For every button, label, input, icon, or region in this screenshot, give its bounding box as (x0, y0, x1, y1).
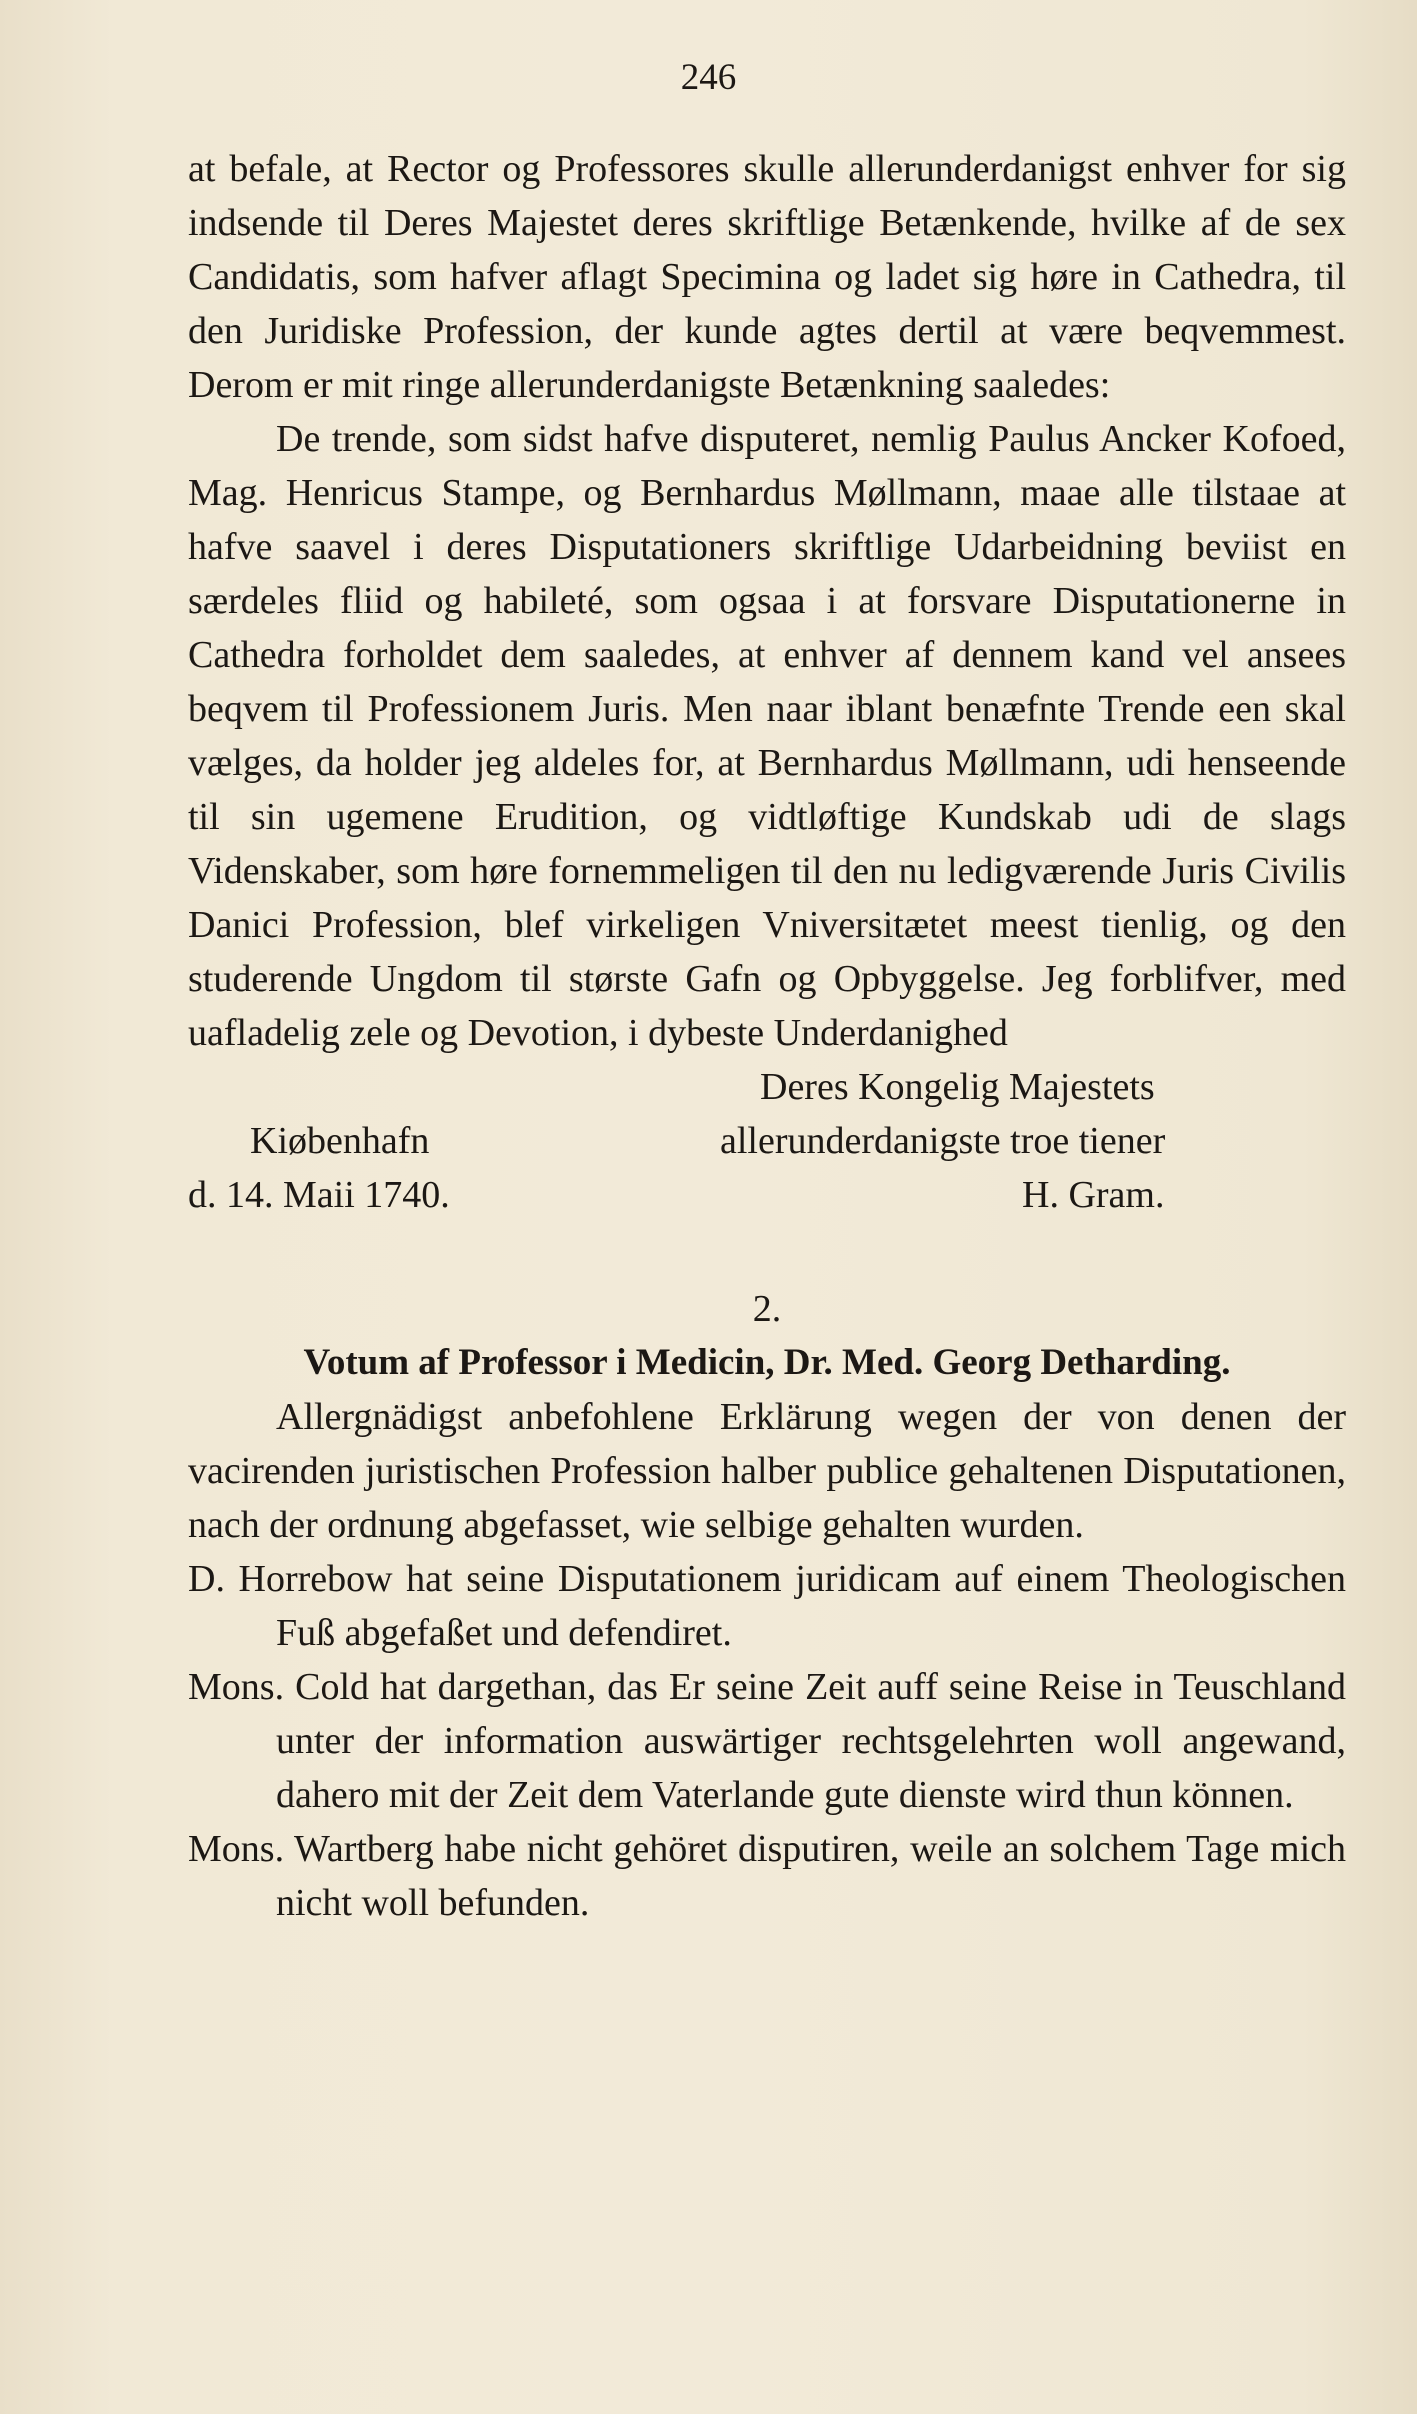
page-number: 246 (680, 57, 737, 98)
signature-row-2 (188, 1168, 1346, 1222)
signature-row-1 (188, 1114, 1346, 1168)
letter-salutation: Deres Kongelig Majestets (760, 1066, 1155, 1108)
letter-paragraph-1: at befale, at Rector og Professores skulle allerunderdanigst enhver for sig indsende til Deres Majestet deres skriftlige Betænkende, hvilke af de sex Candidatis, som hafver aflagt Specimina og ladet sig høre in Cathedra, til den Juridiske Profession, der kunde agtes dertil at være beqvemmest. Derom er mit ringe allerunderdanigste Betænkning saaledes: (188, 148, 1346, 406)
letter-paragraph-2: De trende, som sidst hafve disputeret, nemlig Paulus Ancker Kofoed, Mag. Henricus Stampe, og Bernhardus Møllmann, maae alle tilstaae at hafve saavel i deres Disputationers skriftlige Udarbeidning beviist en særdeles fliid og habileté, som ogsaa i at forsvare Disputationerne in Cathedra forholdet dem saaledes, at enhver af dennem kand vel ansees beqvem til Professionem Juris. Men naar iblant benæfnte Trende een skal vælges, da holder jeg aldeles for, at Bernhardus Møllmann, udi henseende til sin ugemene Erudition, og vidtløftige Kundskab udi de slags Videnskaber, som høre fornemmeligen til den nu ledigværende Juris Civilis Danici Profession, blef virkeligen Vniversitætet meest tienlig, og den studerende Ungdom til største Gafn og Opbyggelse. Jeg forblifver, med uafladelig zele og Devotion, i dybeste Underdanighed (188, 418, 1346, 1054)
letter-signature: H. Gram. (1022, 1174, 1165, 1216)
letter-closing: allerunderdanigste troe tiener (720, 1120, 1166, 1162)
letter-place: Kiøbenhafn (250, 1120, 430, 1162)
entry-horrebow: D. Horrebow hat seine Disputationem juridicam auf einem Theologischen Fuß abgefaßet und defendiret. (188, 1558, 1346, 1654)
section-intro: Allergnädigst anbefohlene Erklärung wegen der von denen der vacirenden juristischen Profession halber publice gehaltenen Disputationen, nach der ordnung abgefasset, wie selbige gehalten wurden. (188, 1396, 1346, 1546)
entry-wartberg: Mons. Wartberg habe nicht gehöret disputiren, weile an solchem Tage mich nicht woll befunden. (188, 1828, 1346, 1924)
entry-cold: Mons. Cold hat dargethan, das Er seine Zeit auff seine Reise in Teuschland unter der information auswärtiger rechtsgelehrten woll angewand, dahero mit der Zeit dem Vaterlande gute dienste wird thun können. (188, 1666, 1346, 1816)
section-number: 2. (752, 1288, 782, 1330)
page-body (188, 142, 1346, 1930)
letter-date: d. 14. Maii 1740. (188, 1174, 450, 1216)
section-heading: Votum af Professor i Medicin, Dr. Med. Georg Detharding. (303, 1342, 1231, 1383)
